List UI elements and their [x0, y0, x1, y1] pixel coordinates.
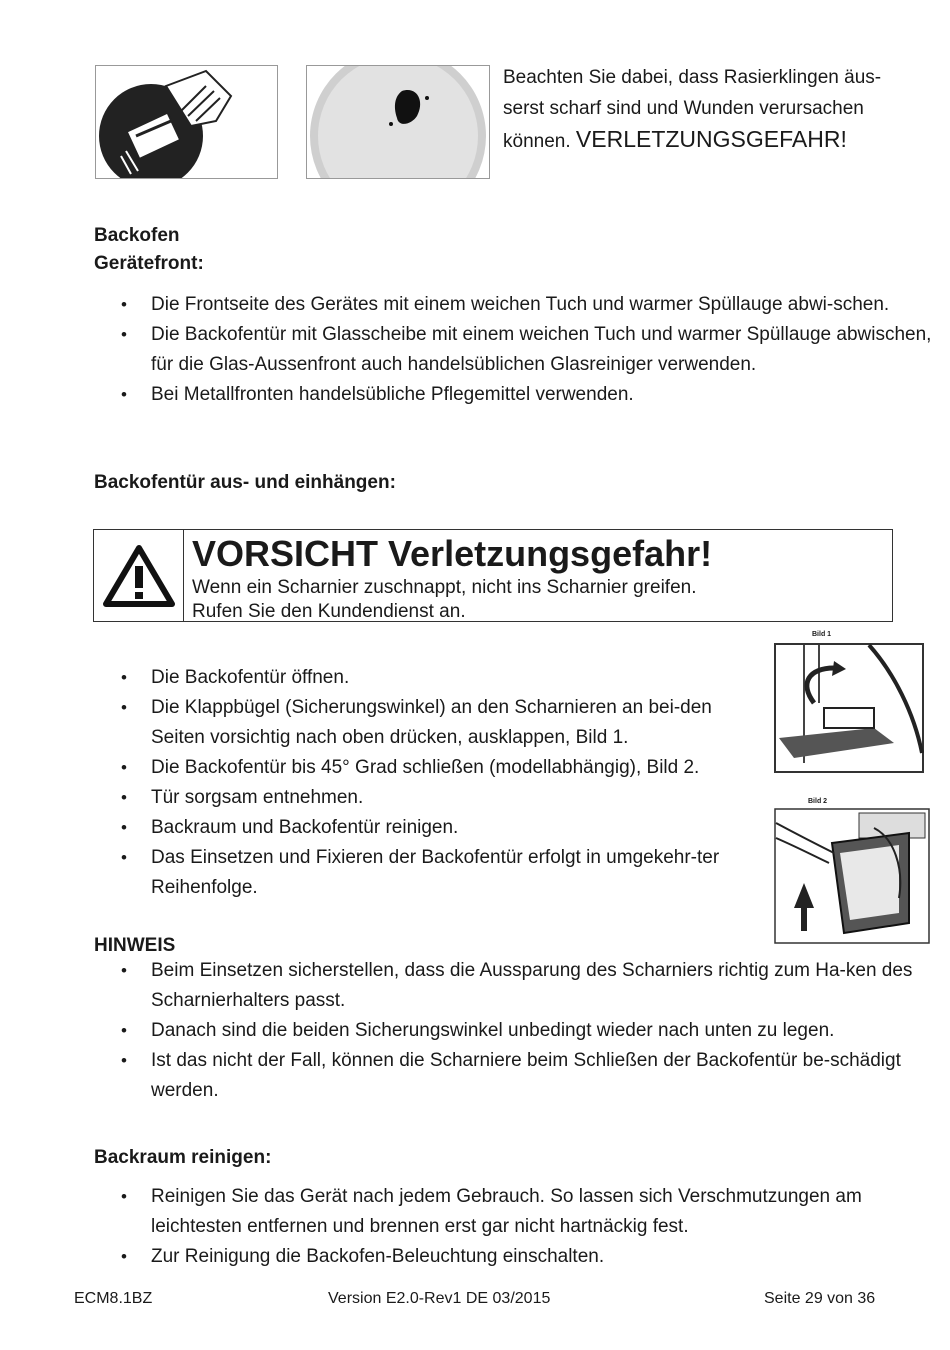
- hinweis-bullet-list: [94, 956, 924, 1106]
- section-heading-backofen: Backofen: [94, 225, 180, 246]
- top-caption: [503, 62, 933, 157]
- list-item: • Das Einsetzen und Fixieren der Backofentür erfolgt in umgekehr-ter Reihenfolge.: [94, 843, 764, 903]
- list-item: • Bei Metallfronten handelsübliche Pflegemittel verwenden.: [94, 380, 939, 410]
- list-item: • Danach sind die beiden Sicherungswinkel unbedingt wieder nach unten zu legen.: [94, 1016, 924, 1046]
- section-heading-door: Backofentür aus- und einhängen:: [94, 472, 396, 493]
- figure-2-label: Bild 2: [808, 798, 828, 805]
- hinge-open-icon: [774, 643, 924, 773]
- caption-warning: VERLETZUNGSGEFAHR!: [575, 126, 847, 152]
- warning-box: [93, 529, 893, 622]
- backraum-bullet-list: [94, 1182, 944, 1272]
- glass-stain-illustration: [306, 65, 490, 179]
- section-heading-geraetefront: Gerätefront:: [94, 253, 204, 274]
- list-item: • Reinigen Sie das Gerät nach jedem Gebrauch. So lassen sich Verschmutzungen am leichtesten entfernen und brennen erst gar nicht hartnäckig fest.: [94, 1182, 944, 1242]
- list-item: • Tür sorgsam entnehmen.: [94, 783, 764, 813]
- figure-1-label: Bild 1: [812, 631, 832, 638]
- hinweis-heading: HINWEIS: [94, 935, 176, 956]
- warning-line: Wenn ein Scharnier zuschnappt, nicht ins Scharnier greifen.: [192, 577, 697, 598]
- scraper-hand-icon: [96, 66, 277, 178]
- list-item: • Die Frontseite des Gerätes mit einem weichen Tuch und warmer Spüllauge abwi-schen.: [94, 290, 939, 320]
- warning-line: Rufen Sie den Kundendienst an.: [192, 601, 466, 622]
- list-item: • Ist das nicht der Fall, können die Scharniere beim Schließen der Backofentür be-schädigt werden.: [94, 1046, 924, 1106]
- backraum-heading: Backraum reinigen:: [94, 1147, 272, 1168]
- footer-model: ECM8.1BZ: [74, 1290, 153, 1307]
- footer-version: Version E2.0-Rev1 DE 03/2015: [328, 1290, 551, 1307]
- list-item: • Beim Einsetzen sicherstellen, dass die Aussparung des Scharniers richtig zum Ha-ken des Scharnierhalters passt.: [94, 956, 924, 1016]
- caption-line: serst scharf sind und Wunden verursachen: [503, 98, 864, 119]
- warning-icon-cell: [94, 530, 184, 621]
- caption-line: können.: [503, 131, 571, 152]
- caption-line: Beachten Sie dabei, dass Rasierklingen äus-: [503, 67, 882, 88]
- door-removal-icon: [774, 808, 930, 944]
- list-item: • Die Klappbügel (Sicherungswinkel) an den Scharnieren an bei-den Seiten vorsichtig nach oben drücken, ausklappen, Bild 1.: [94, 693, 764, 753]
- footer-page-number: Seite 29 von 36: [764, 1290, 876, 1307]
- scraper-illustration: [95, 65, 278, 179]
- list-item: • Die Backofentür mit Glasscheibe mit einem weichen Tuch und warmer Spüllauge abwischen, für die Glas-Aussenfront auch handelsüblichen Glasreiniger verwenden.: [94, 320, 939, 380]
- list-item: • Backraum und Backofentür reinigen.: [94, 813, 764, 843]
- list-item: • Zur Reinigung die Backofen-Beleuchtung einschalten.: [94, 1242, 944, 1272]
- front-bullet-list: [94, 290, 939, 410]
- figure-1-hinge: [774, 643, 924, 773]
- list-item: • Die Backofentür bis 45° Grad schließen (modellabhängig), Bild 2.: [94, 753, 764, 783]
- figure-2-door: [774, 808, 930, 944]
- warning-triangle-icon: [102, 544, 176, 608]
- door-bullet-list: [94, 663, 764, 903]
- stained-plate-icon: [307, 66, 489, 178]
- list-item: • Die Backofentür öffnen.: [94, 663, 764, 693]
- warning-title: VORSICHT Verletzungsgefahr!: [192, 533, 713, 574]
